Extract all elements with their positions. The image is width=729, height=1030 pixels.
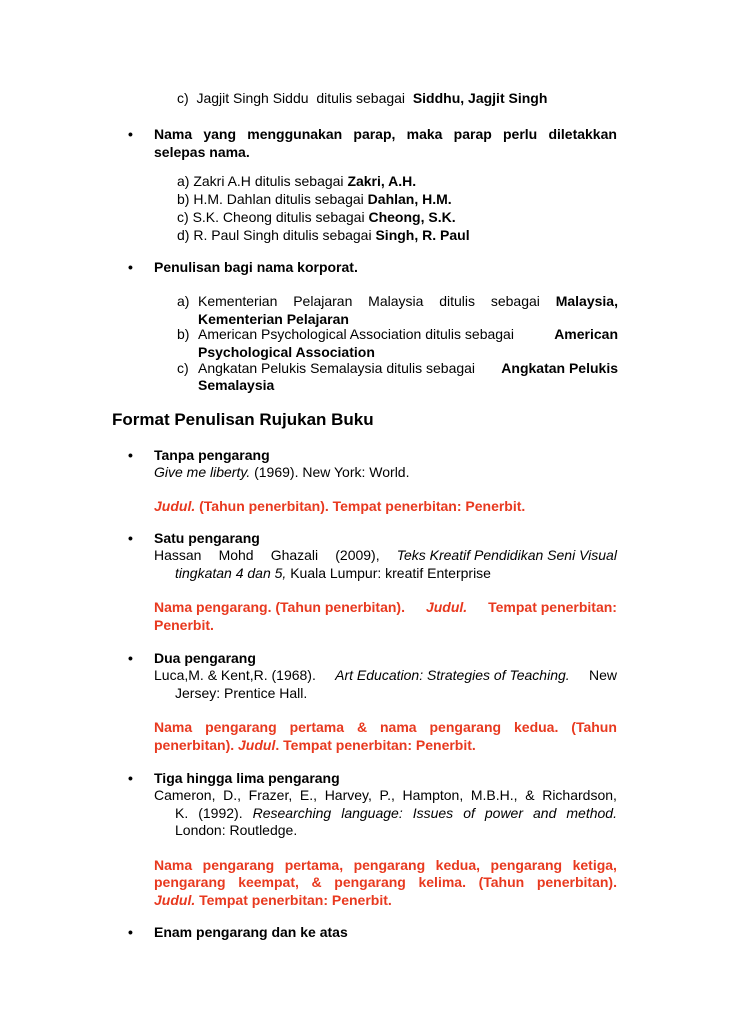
format-word: Nama xyxy=(154,719,193,735)
example-result: Siddhu, Jagjit Singh xyxy=(412,90,548,106)
korporat-a-marker: a) xyxy=(177,293,190,309)
satu-format-line2: Penerbit. xyxy=(154,617,214,633)
example-name: Zakri A.H xyxy=(193,173,251,189)
book-title-word: Researching xyxy=(252,805,332,821)
bullet-satu-heading: • Satu pengarang xyxy=(154,529,260,547)
heading-word: menggunakan xyxy=(247,126,343,142)
body-word: Cameron, xyxy=(154,787,216,803)
list-item xyxy=(177,190,452,208)
format-word: keempat, xyxy=(238,874,299,890)
example-name: R. Paul Singh xyxy=(193,227,279,243)
tiga-example-line2 xyxy=(175,804,617,822)
list-item xyxy=(177,172,416,190)
format-word: penerbitan). xyxy=(536,874,617,890)
dua-example-line2: Jersey: Prentice Hall. xyxy=(175,685,308,701)
body-word: Kementerian xyxy=(198,293,278,309)
example-name: Jagjit Singh Siddu xyxy=(196,90,309,106)
parap-heading-line1 xyxy=(154,125,617,143)
heading-word: diletakkan xyxy=(548,126,617,142)
dua-example-line1: Luca,M. & Kent,R. (1968). Art Education: Strategies of Teaching. New xyxy=(154,667,617,683)
heading-word: parap xyxy=(453,126,492,142)
format-word: ketiga, xyxy=(572,857,617,873)
body-word: (2009), xyxy=(335,547,380,563)
tiga-format-line2 xyxy=(154,873,617,891)
example-result: Zakri, A.H. xyxy=(347,173,417,189)
heading-word: parap, xyxy=(353,126,396,142)
format-word: kedua, xyxy=(435,857,481,873)
example-name: S.K. Cheong xyxy=(192,209,272,225)
body-word: Hampton, xyxy=(402,787,464,803)
korporat-a-line1 xyxy=(198,292,618,310)
korporat-c-line2: Semalaysia xyxy=(198,377,275,393)
format-word: pengarang xyxy=(490,857,563,873)
format-word: & xyxy=(356,719,368,735)
satu-format-line1: Nama pengarang. (Tahun penerbitan). Judul. Tempat penerbitan: xyxy=(154,599,617,615)
body-word: K. xyxy=(175,805,189,821)
tiga-format-line1 xyxy=(154,856,617,874)
tiga-format-line3: Judul. Tempat penerbitan: Penerbit. xyxy=(154,892,392,908)
body-word: Richardson, xyxy=(542,787,617,803)
satu-example-line2: tingkatan 4 dan 5, Kuala Lumpur: kreatif Enterprise xyxy=(175,565,491,581)
list-marker: b) xyxy=(177,191,190,207)
book-title-word: Issues xyxy=(412,805,454,821)
book-title: Teks Kreatif Pendidikan Seni Visual xyxy=(396,547,617,563)
parap-heading-line2: selepas nama. xyxy=(154,144,250,160)
example-connector: ditulis sebagai xyxy=(254,173,344,189)
format-word: (Tahun xyxy=(478,874,525,890)
bullet-dua-heading: • Dua pengarang xyxy=(154,649,256,667)
heading-word: yang xyxy=(203,126,237,142)
body-word: Pelajaran xyxy=(293,293,353,309)
list-item-jagjit xyxy=(177,89,547,107)
list-marker: c) xyxy=(177,90,189,106)
korporat-b-line2: Psychological Association xyxy=(198,344,375,360)
korporat-c-line1: Angkatan Pelukis Semalaysia ditulis sebagai Angkatan Pelukis xyxy=(198,360,618,376)
example-result: Singh, R. Paul xyxy=(375,227,470,243)
body-word: sebagai xyxy=(490,293,540,309)
example-connector: ditulis sebagai xyxy=(282,227,372,243)
book-title-word: power xyxy=(484,805,524,821)
format-word: kedua. xyxy=(514,719,559,735)
format-word: pengarang xyxy=(205,719,277,735)
bullet-tiga-heading: • Tiga hingga lima pengarang xyxy=(154,769,340,787)
book-title-word: and xyxy=(533,805,557,821)
bullet-tanpa-heading: • Tanpa pengarang xyxy=(154,446,270,464)
body-word: Mohd xyxy=(218,547,254,563)
body-word: M.B.H., xyxy=(470,787,518,803)
dua-format-line1 xyxy=(154,718,617,736)
body-word: Frazer, xyxy=(248,787,293,803)
format-word: & xyxy=(311,874,322,890)
format-word: nama xyxy=(380,719,417,735)
list-item xyxy=(177,208,456,226)
format-word: pengarang xyxy=(154,874,226,890)
book-title-word: method. xyxy=(566,805,617,821)
format-word: pengarang xyxy=(202,857,275,873)
body-word: P., xyxy=(379,787,395,803)
book-title-word: language: xyxy=(341,805,403,821)
body-word: Harvey, xyxy=(324,787,372,803)
body-word: E., xyxy=(299,787,318,803)
heading-word: perlu xyxy=(503,126,538,142)
example-result: Cheong, S.K. xyxy=(368,209,456,225)
format-word: pertama, xyxy=(284,857,344,873)
korporat-b-marker: b) xyxy=(177,326,190,342)
format-word: pengarang xyxy=(429,719,502,735)
example-connector: ditulis sebagai xyxy=(275,191,364,207)
body-word: Hassan xyxy=(154,547,202,563)
list-item xyxy=(177,226,470,244)
tiga-example-line3: London: Routledge. xyxy=(175,822,298,838)
heading-word: • Nama xyxy=(154,126,193,142)
tanpa-format: Judul. (Tahun penerbitan). Tempat penerbitan: Penerbit. xyxy=(154,498,526,514)
korporat-b-line1: American Psychological Association ditulis sebagai American xyxy=(198,326,618,342)
heading-word: maka xyxy=(406,126,443,142)
korporat-c-marker: c) xyxy=(177,360,189,376)
satu-example-line1 xyxy=(154,546,617,564)
korporat-a-line2: Kementerian Pelajaran xyxy=(198,311,349,327)
body-word: ditulis xyxy=(439,293,476,309)
bullet-enam-heading: • Enam pengarang dan ke atas xyxy=(154,923,348,941)
body-word: Malaysia xyxy=(368,293,424,309)
format-word: pengarang xyxy=(353,857,426,873)
format-word: pengarang xyxy=(334,874,406,890)
format-word: kelima. xyxy=(418,874,466,890)
dua-format-line2: penerbitan). Judul. Tempat penerbitan: Penerbit. xyxy=(154,737,476,753)
body-word: D., xyxy=(223,787,242,803)
body-word: (1992). xyxy=(198,805,243,821)
bullet-korporat-heading: • Penulisan bagi nama korporat. xyxy=(154,258,358,276)
bullet-parap-heading xyxy=(154,125,617,143)
list-marker: c) xyxy=(177,209,189,225)
tiga-example-line1 xyxy=(154,786,617,804)
example-connector: ditulis sebagai xyxy=(275,209,365,225)
tanpa-example: Give me liberty. (1969). New York: World. xyxy=(154,464,410,480)
example-name: H.M. Dahlan xyxy=(193,191,272,207)
list-marker: d) xyxy=(177,227,190,243)
book-title-word: of xyxy=(463,805,475,821)
format-word: Nama xyxy=(154,857,193,873)
section-title: Format Penulisan Rujukan Buku xyxy=(112,410,374,429)
example-result: Dahlan, H.M. xyxy=(367,191,452,207)
example-result: Malaysia, xyxy=(555,293,618,309)
format-word: pertama xyxy=(289,719,345,735)
list-marker: a) xyxy=(177,173,190,189)
format-word: (Tahun xyxy=(571,719,617,735)
example-connector: ditulis sebagai xyxy=(316,90,406,106)
body-word: & xyxy=(525,787,535,803)
body-word: Ghazali xyxy=(270,547,319,563)
